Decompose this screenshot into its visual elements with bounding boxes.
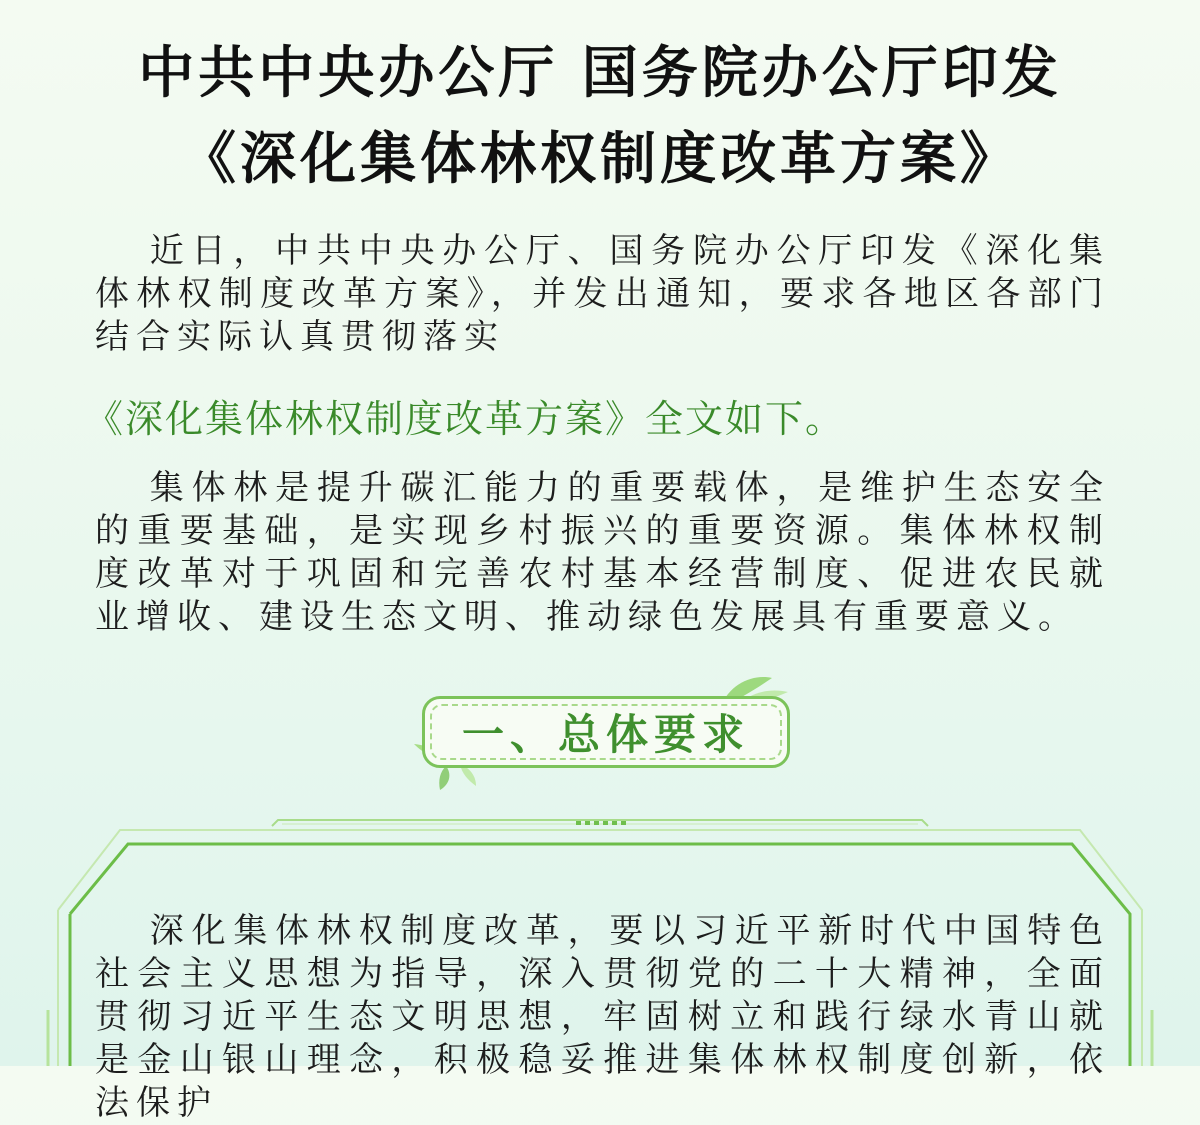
section1-body [95, 910, 1110, 1125]
section-heading-pill [422, 696, 790, 768]
section-heading-text: 一、总体要求 [461, 710, 750, 759]
page-title-line2: 《深化集体林权制度改革方案》 [180, 127, 1020, 192]
intro-paragraph [95, 230, 1110, 359]
fulltext-note: 《深化集体林权制度改革方案》全文如下。 [85, 397, 846, 441]
section-heading [410, 672, 810, 792]
background-text: 集体林是提升碳汇能力的重要载体，是维护生态安全的重要基础，是实现乡村振兴的重要资源。集体林权制度改革对于巩固和完善农村基本经营制度、促进农民就业增收、建设生态文明、推动绿色发展具有重要意义。 [95, 468, 1110, 637]
intro-text: 近日，中共中央办公厅、国务院办公厅印发《深化集体林权制度改革方案》，并发出通知，要求各地区各部门结合实际认真贯彻落实 [95, 231, 1110, 357]
page-title-line1: 中共中央办公厅 国务院办公厅印发 [138, 41, 1062, 106]
section1-body-text: 深化集体林权制度改革，要以习近平新时代中国特色社会主义思想为指导，深入贯彻党的二十大精神，全面贯彻习近平生态文明思想，牢固树立和践行绿水青山就是金山银山理念，积极稳妥推进集体林权制度创新，依法保护 [95, 911, 1110, 1123]
background-paragraph [95, 467, 1110, 639]
